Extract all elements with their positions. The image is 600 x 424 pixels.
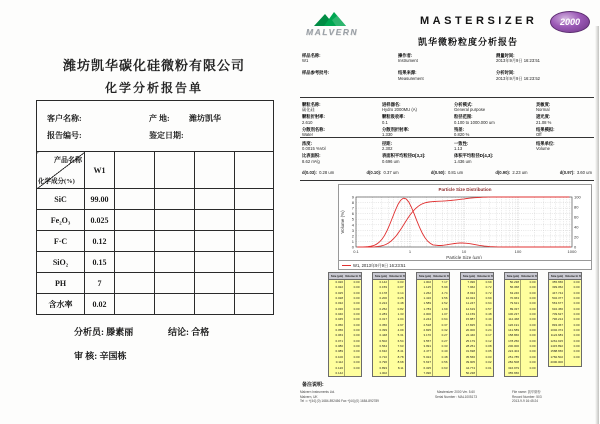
component-name: PH xyxy=(37,273,85,294)
report-title: 化学分析报告单 xyxy=(104,81,203,95)
percentile-value: d(0.90): 2.23 um xyxy=(495,170,528,175)
info-field: 表面积平均粒径D[3,2]: 0.696 um xyxy=(382,153,426,164)
report-no-label: 报告编号: xyxy=(47,131,82,140)
component-value: 0.15 xyxy=(85,252,115,273)
corner-bottom-label: 化学成分(%) xyxy=(38,178,75,185)
size-volume-tables xyxy=(328,272,592,377)
info-field xyxy=(536,153,594,163)
reviewer-label: 审 核: xyxy=(74,351,98,361)
report-subtitle: 凯华微粉粒度分析报告 xyxy=(418,37,519,47)
info-field: 颗粒名称: 碳化硅 xyxy=(302,102,321,113)
svg-text:20: 20 xyxy=(574,234,579,240)
corner-top-label: 产品名称 xyxy=(54,156,82,164)
info-field: 残差: 0.820 % xyxy=(454,126,470,138)
info-field: 灵敏度: Normal xyxy=(536,102,551,113)
svg-text:5: 5 xyxy=(351,216,354,222)
info-field: 操作者: Instrument xyxy=(398,53,418,64)
report-info xyxy=(37,101,273,151)
customer-label: 客户名称: xyxy=(47,114,82,123)
svg-text:60: 60 xyxy=(574,214,579,220)
svg-text:6: 6 xyxy=(351,211,354,217)
scan-edge-shadow xyxy=(595,26,599,424)
footer-left: Malvern Instruments Ltd. Malvern, UK Tel := +[44] (0) 1684-892456 Fax +[44] (0) 1684-892789 xyxy=(300,390,379,404)
origin-value: 潍坊凯华 xyxy=(189,114,221,123)
size-volume-table: Size (µm) Volume In % 1.002 7.17 1.125 5.99 1.262 4.74 1.416 3.56 1.589 2.52 1.783 1.69 2.000 1.07 2.244 0.64 2.518 0.37 2.825 0.32 3.170 0.27 3.557 0.27 3.991 0.33 4.477 0.40 5.024 0.48 5.637 0.56 6.325 0.63 7.096 xyxy=(416,272,450,377)
table-row xyxy=(37,210,274,231)
chart-legend xyxy=(339,260,591,269)
divider xyxy=(300,180,594,181)
conclusion-line xyxy=(168,325,209,338)
company-title: 潍坊凯华碳化硅微粉有限公司 xyxy=(62,58,245,73)
info-field: 比表面积: 8.62 m²/g xyxy=(302,153,321,164)
mastersizer-wordmark: MASTERSIZER xyxy=(420,15,538,27)
component-name: F·C xyxy=(37,231,85,252)
svg-text:80: 80 xyxy=(574,204,579,210)
table-row xyxy=(37,231,274,252)
component-value: 0.12 xyxy=(85,231,115,252)
table-row xyxy=(37,189,274,210)
info-field: 测量时间: 2013年9月9日 16:23:51 xyxy=(496,53,540,64)
diagonal-header-cell xyxy=(37,152,85,189)
mastersizer-report xyxy=(298,0,600,424)
conclusion-label: 结论: xyxy=(168,327,189,337)
info-field: 体积平均粒径D[4,3]: 1.436 um xyxy=(454,153,494,164)
info-field: 样品名称: W1 xyxy=(302,53,321,64)
footer-right: File name: 凯华微粉 Record Number: 503 2013-9-9 16:45:24 xyxy=(512,390,542,404)
malvern-logo-icon xyxy=(310,11,356,27)
component-value: 99.00 xyxy=(85,189,115,210)
percentile-value: d(0.50): 0.81 um xyxy=(430,170,464,175)
svg-text:1000: 1000 xyxy=(567,249,577,254)
svg-text:1: 1 xyxy=(351,238,354,244)
component-name: Fe₂O₃ xyxy=(37,210,85,231)
info-field: 分散剂名称: Water xyxy=(302,126,325,138)
chart-title: Particle Size Distribution xyxy=(438,187,492,192)
size-volume-table: Size (µm) Volume In % 0.020 0.00 0.022 0.00 0.025 0.00 0.028 0.00 0.032 0.00 0.036 0.00 0.040 0.00 0.045 0.00 0.050 0.00 0.056 0.00 0.063 0.00 0.071 0.00 0.080 0.00 0.089 0.00 0.100 0.00 0.112 0.00 0.126 0.00 0.142 xyxy=(328,272,362,377)
analyst-name: 滕素丽 xyxy=(106,327,134,337)
analysis-info-grid xyxy=(302,102,594,137)
info-field: 结果模拟: Off xyxy=(536,126,555,138)
svg-text:100: 100 xyxy=(514,249,522,254)
reviewer-name: 辛国栋 xyxy=(99,351,127,361)
component-name: SiC xyxy=(37,189,85,210)
component-value: 0.025 xyxy=(85,210,115,231)
mastersizer-2000-badge-icon: 2000 xyxy=(550,11,590,33)
svg-text:0: 0 xyxy=(351,244,354,250)
info-field: 分析时间: 2013年9月9日 16:23:52 xyxy=(496,70,540,81)
analyst-label: 分析员: xyxy=(74,327,104,337)
component-value: 0.02 xyxy=(85,294,115,315)
info-field: 进样器名: Hydro 2000MU (A) xyxy=(382,102,417,113)
table-row xyxy=(37,252,274,273)
table-row xyxy=(37,294,274,315)
info-field: 遮光度: 21.08 % xyxy=(536,114,552,125)
psd-plot xyxy=(339,193,591,259)
divider xyxy=(300,137,594,138)
product-name-cell: W1 xyxy=(85,152,115,189)
component-name: SiO₂ xyxy=(37,252,85,273)
table-row xyxy=(37,273,274,294)
percentile-row xyxy=(302,170,592,175)
svg-text:3: 3 xyxy=(351,227,354,233)
svg-text:10: 10 xyxy=(461,249,467,254)
svg-text:0.1: 0.1 xyxy=(353,249,359,254)
info-field: 分散剂折射率: 1.330 xyxy=(382,126,410,138)
chemical-report-box xyxy=(36,100,274,315)
conclusion-value: 合格 xyxy=(191,327,210,337)
info-field: 颗粒吸收率: 0.1 xyxy=(382,114,405,125)
info-field: 结果来源: Measurement xyxy=(398,70,424,81)
particle-size-chart xyxy=(338,184,592,270)
info-field: 结果单位: Volume xyxy=(536,141,555,152)
component-value: 7 xyxy=(85,273,115,294)
size-volume-table: Size (µm) Volume In % 50.238 0.00 56.368 0.00 63.246 0.00 70.963 0.00 79.621 0.00 89.337 0.00 100.237 0.00 112.468 0.00 126.191 0.00 141.589 0.00 158.866 0.00 178.250 0.00 200.000 0.00 224.404 0.00 251.785 0.00 282.508 0.00 316.979 0.00 355.656 xyxy=(504,272,538,377)
svg-text:Particle Size (µm): Particle Size (µm) xyxy=(446,255,482,259)
legend-label: W1, 2013年9月9日 16:23:51 xyxy=(353,263,406,268)
svg-text:Volume (%): Volume (%) xyxy=(340,210,345,234)
svg-text:7: 7 xyxy=(351,205,354,211)
result-info-grid xyxy=(302,141,594,164)
info-field: 样品参考批号: xyxy=(302,70,330,76)
info-field: 浓度: 0.0015 %Vol xyxy=(302,141,326,152)
percentile-value: d(0.10): 0.37 um xyxy=(366,170,399,175)
size-volume-table: Size (µm) Volume In % 7.096 0.69 7.962 0.72 8.934 0.72 10.024 0.69 11.247 0.64 12.619 0.57 14.159 0.48 15.887 0.40 17.825 0.31 20.000 0.24 22.440 0.17 25.179 0.12 28.251 0.08 31.698 0.05 35.566 0.03 39.905 0.02 44.774 0.01 50.238 xyxy=(460,272,494,377)
size-volume-table: Size (µm) Volume In % 0.142 0.03 0.159 0.07 0.178 0.14 0.200 0.26 0.224 0.48 0.252 0.82 0.283 1.33 0.317 2.04 0.356 2.97 0.399 4.09 0.448 5.31 0.502 6.54 0.564 7.63 0.632 8.41 0.710 8.78 0.796 8.68 0.893 8.11 1.002 xyxy=(372,272,406,377)
info-field: 径距: 2.302 xyxy=(382,141,393,152)
percentile-value: d(0.03): 0.28 um xyxy=(302,170,335,175)
svg-text:2: 2 xyxy=(351,233,354,239)
malvern-wordmark: MALVERN xyxy=(306,27,359,37)
svg-text:0: 0 xyxy=(574,244,577,250)
legend-line-icon xyxy=(342,265,351,266)
reviewer-line xyxy=(74,349,127,362)
info-field: 分析模式: General purpose xyxy=(454,102,486,113)
svg-text:100: 100 xyxy=(574,194,581,200)
svg-text:9: 9 xyxy=(351,194,354,200)
info-field: 颗粒折射率: 2.610 xyxy=(302,114,325,125)
remarks-label: 备注说明: xyxy=(302,382,324,388)
svg-text:4: 4 xyxy=(351,222,354,228)
svg-text:40: 40 xyxy=(574,224,579,230)
svg-text:8: 8 xyxy=(351,200,354,206)
component-name: 含水率 xyxy=(37,294,85,315)
origin-label: 产 地: xyxy=(149,114,170,123)
percentile-value: d(0.97): 3.60 um xyxy=(559,170,592,175)
footer-center: Mastersizer 2000 Ver. 5.60 Serial Number : MAL1005173 xyxy=(435,390,477,399)
info-field: 粒径范围: 0.100 to 1000.000 um xyxy=(454,114,495,125)
date-label: 鉴定日期: xyxy=(149,131,184,140)
sample-info-grid xyxy=(302,53,594,81)
analyst-line xyxy=(74,325,133,338)
info-field: 一致性: 1.13 xyxy=(454,141,469,152)
size-volume-table: Size (µm) Volume In % 355.656 0.00 399.052 0.00 447.744 0.00 502.377 0.00 563.677 0.00 632.456 0.00 709.627 0.00 796.214 0.00 893.367 0.00 1002.374 0.00 1124.683 0.00 1261.915 0.00 1415.892 0.00 1588.656 0.00 1782.502 0.00 2000.000 xyxy=(548,272,582,367)
divider xyxy=(300,97,594,98)
chemical-composition-table xyxy=(36,151,274,315)
svg-text:1: 1 xyxy=(408,249,412,254)
